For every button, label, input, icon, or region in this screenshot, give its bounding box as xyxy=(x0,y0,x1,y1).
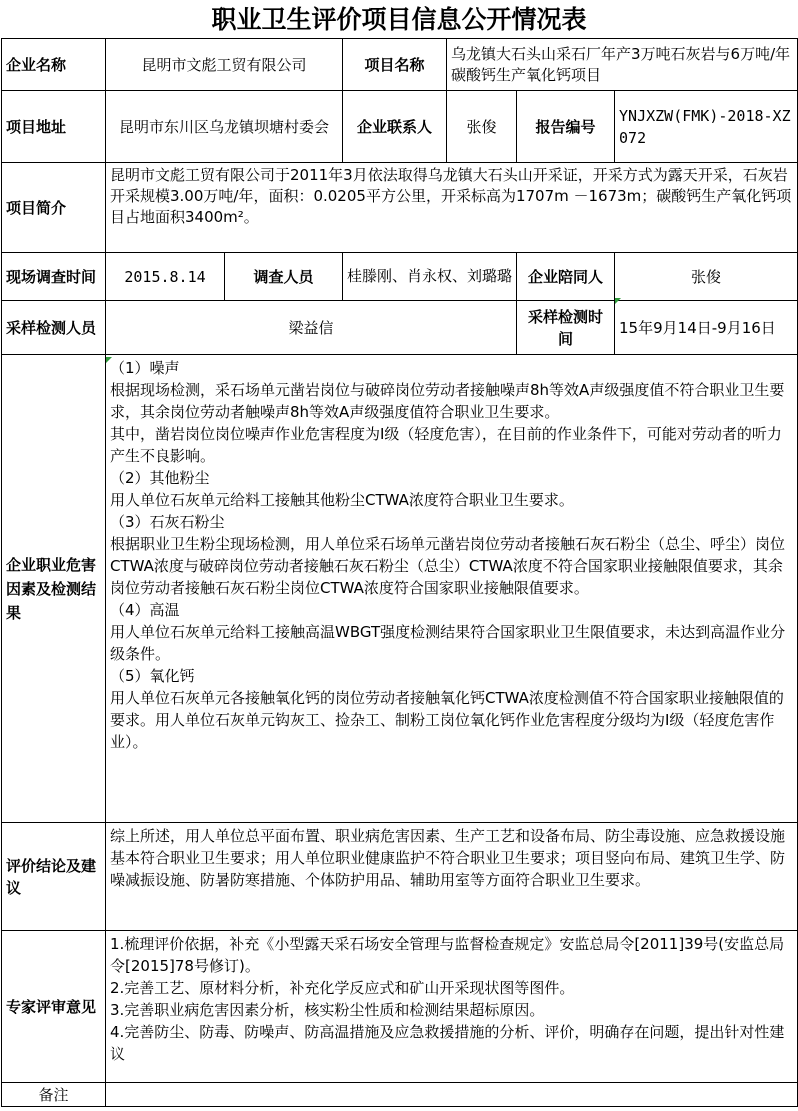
label-hazards-results: 企业职业危害因素及检测结果 xyxy=(2,355,106,823)
label-report-number: 报告编号 xyxy=(517,91,615,163)
hazard-dust-detail: 用人单位石灰单元给料工接触其他粉尘CTWA浓度符合职业卫生要求。 xyxy=(110,491,574,509)
row-sampling xyxy=(2,301,798,355)
info-table xyxy=(1,38,798,1107)
label-sampling-staff: 采样检测人员 xyxy=(2,301,106,355)
row-address xyxy=(2,91,798,163)
row-hazards xyxy=(2,355,798,823)
label-sampling-time: 采样检测时间 xyxy=(517,301,615,355)
label-project-summary: 项目简介 xyxy=(2,163,106,253)
label-expert-opinion: 专家评审意见 xyxy=(2,931,106,1083)
hazard-cao-detail: 用人单位石灰单元各接触氧化钙的岗位劳动者接触氧化钙CTWA浓度检测值不符合国家职业接触限值的要求。用人单位石灰单元钩灰工、捡杂工、制粉工岗位氧化钙作业危害程度分级均为Ⅰ级（轻度危害作业）。 xyxy=(110,689,784,751)
row-company xyxy=(2,39,798,91)
value-company-name: 昆明市文彪工贸有限公司 xyxy=(106,39,343,91)
label-investigators: 调查人员 xyxy=(225,253,343,301)
value-sampling-time: 15年9月14日-9月16日 xyxy=(615,301,798,355)
cell-marker-icon xyxy=(106,357,112,363)
value-project-address: 昆明市东川区乌龙镇坝塘村委会 xyxy=(106,91,343,163)
label-company-escort: 企业陪同人 xyxy=(517,253,615,301)
expert-opinion-item: 1.梳理评价依据，补充《小型露天采石场安全管理与监督检查规定》安监总局令[2011]39号(安监总局令[2015]78号修订)。 xyxy=(110,935,785,975)
hazard-dust-heading: （2）其他粉尘 xyxy=(110,469,210,487)
label-remarks: 备注 xyxy=(2,1083,106,1107)
hazard-heat-heading: （4）高温 xyxy=(110,601,180,619)
value-sampling-staff: 梁益信 xyxy=(106,301,517,355)
row-summary xyxy=(2,163,798,253)
value-project-summary: 昆明市文彪工贸有限公司于2011年3月依法取得乌龙镇大石头山开采证，开采方式为露天开采，石灰岩开采规模3.00万吨/年，面积：0.0205平方公里，开采标高为1707m －1673m；碳酸钙生产氧化钙项目占地面积3400m²。 xyxy=(106,163,798,253)
label-project-name: 项目名称 xyxy=(343,39,447,91)
hazard-heat-detail: 用人单位石灰单元给料工接触高温WBGT强度检测结果符合国家职业卫生限值要求，未达到高温作业分级条件。 xyxy=(110,623,786,663)
expert-opinion-item: 4.完善防尘、防毒、防噪声、防高温措施及应急救援措施的分析、评价，明确存在问题，提出针对性建议 xyxy=(110,1023,785,1063)
value-conclusion: 综上所述，用人单位总平面布置、职业病危害因素、生产工艺和设备布局、防尘毒设施、应急救援设施基本符合职业卫生要求；用人单位职业健康监护不符合职业卫生要求；项目竖向布局、建筑卫生学、防噪减振设施、防暑防寒措施、个体防护用品、辅助用室等方面符合职业卫生要求。 xyxy=(106,823,798,931)
expert-opinion-item: 3.完善职业病危害因素分析，核实粉尘性质和检测结果超标原因。 xyxy=(110,1001,545,1019)
value-company-contact: 张俊 xyxy=(447,91,517,163)
value-project-name: 乌龙镇大石头山采石厂年产3万吨石灰岩与6万吨/年碳酸钙生产氧化钙项目 xyxy=(447,39,798,91)
row-conclusion xyxy=(2,823,798,931)
label-company-contact: 企业联系人 xyxy=(343,91,447,163)
hazard-noise-note: 其中，凿岩岗位岗位噪声作业危害程度为Ⅰ级（轻度危害），在目前的作业条件下，可能对劳动者的听力产生不良影响。 xyxy=(110,425,782,465)
document-title: 职业卫生评价项目信息公开情况表 xyxy=(211,5,587,34)
value-remarks xyxy=(106,1083,798,1107)
value-company-escort: 张俊 xyxy=(615,253,798,301)
value-expert-opinions xyxy=(106,931,798,1083)
expert-opinion-item: 2.完善工艺、原材料分析，补充化学反应式和矿山开采现状图等图件。 xyxy=(110,979,575,997)
row-remarks xyxy=(2,1083,798,1107)
label-project-address: 项目地址 xyxy=(2,91,106,163)
hazard-noise-heading: （1）噪声 xyxy=(110,359,180,377)
value-report-number: YNJXZW(FMK)-2018-XZ072 xyxy=(615,91,798,163)
row-expert xyxy=(2,931,798,1083)
hazard-limestone-heading: （3）石灰石粉尘 xyxy=(110,513,225,531)
label-survey-time: 现场调查时间 xyxy=(2,253,106,301)
row-survey xyxy=(2,253,798,301)
label-company-name: 企业名称 xyxy=(2,39,106,91)
hazard-limestone-detail: 根据职业卫生粉尘现场检测，用人单位采石场单元凿岩岗位劳动者接触石灰石粉尘（总尘、呼尘）岗位CTWA浓度与破碎岗位劳动者接触石灰石粉尘（总尘）CTWA浓度不符合国家职业接触限值要求，其余岗位劳动者接触石灰石粉尘岗位CTWA浓度符合国家职业接触限值要求。 xyxy=(110,535,786,597)
value-hazards xyxy=(106,355,798,823)
hazard-cao-heading: （5）氧化钙 xyxy=(110,667,195,685)
hazard-noise-detail: 根据现场检测，采石场单元凿岩岗位与破碎岗位劳动者接触噪声8h等效A声级强度值不符合职业卫生要求，其余岗位劳动者触噪声8h等效A声级强度值符合职业卫生要求。 xyxy=(110,381,785,421)
value-survey-time: 2015.8.14 xyxy=(106,253,225,301)
value-investigators: 桂滕刚、肖永权、刘璐璐 xyxy=(343,253,517,301)
label-conclusion: 评价结论及建议 xyxy=(2,823,106,931)
cell-marker-icon xyxy=(615,298,621,304)
